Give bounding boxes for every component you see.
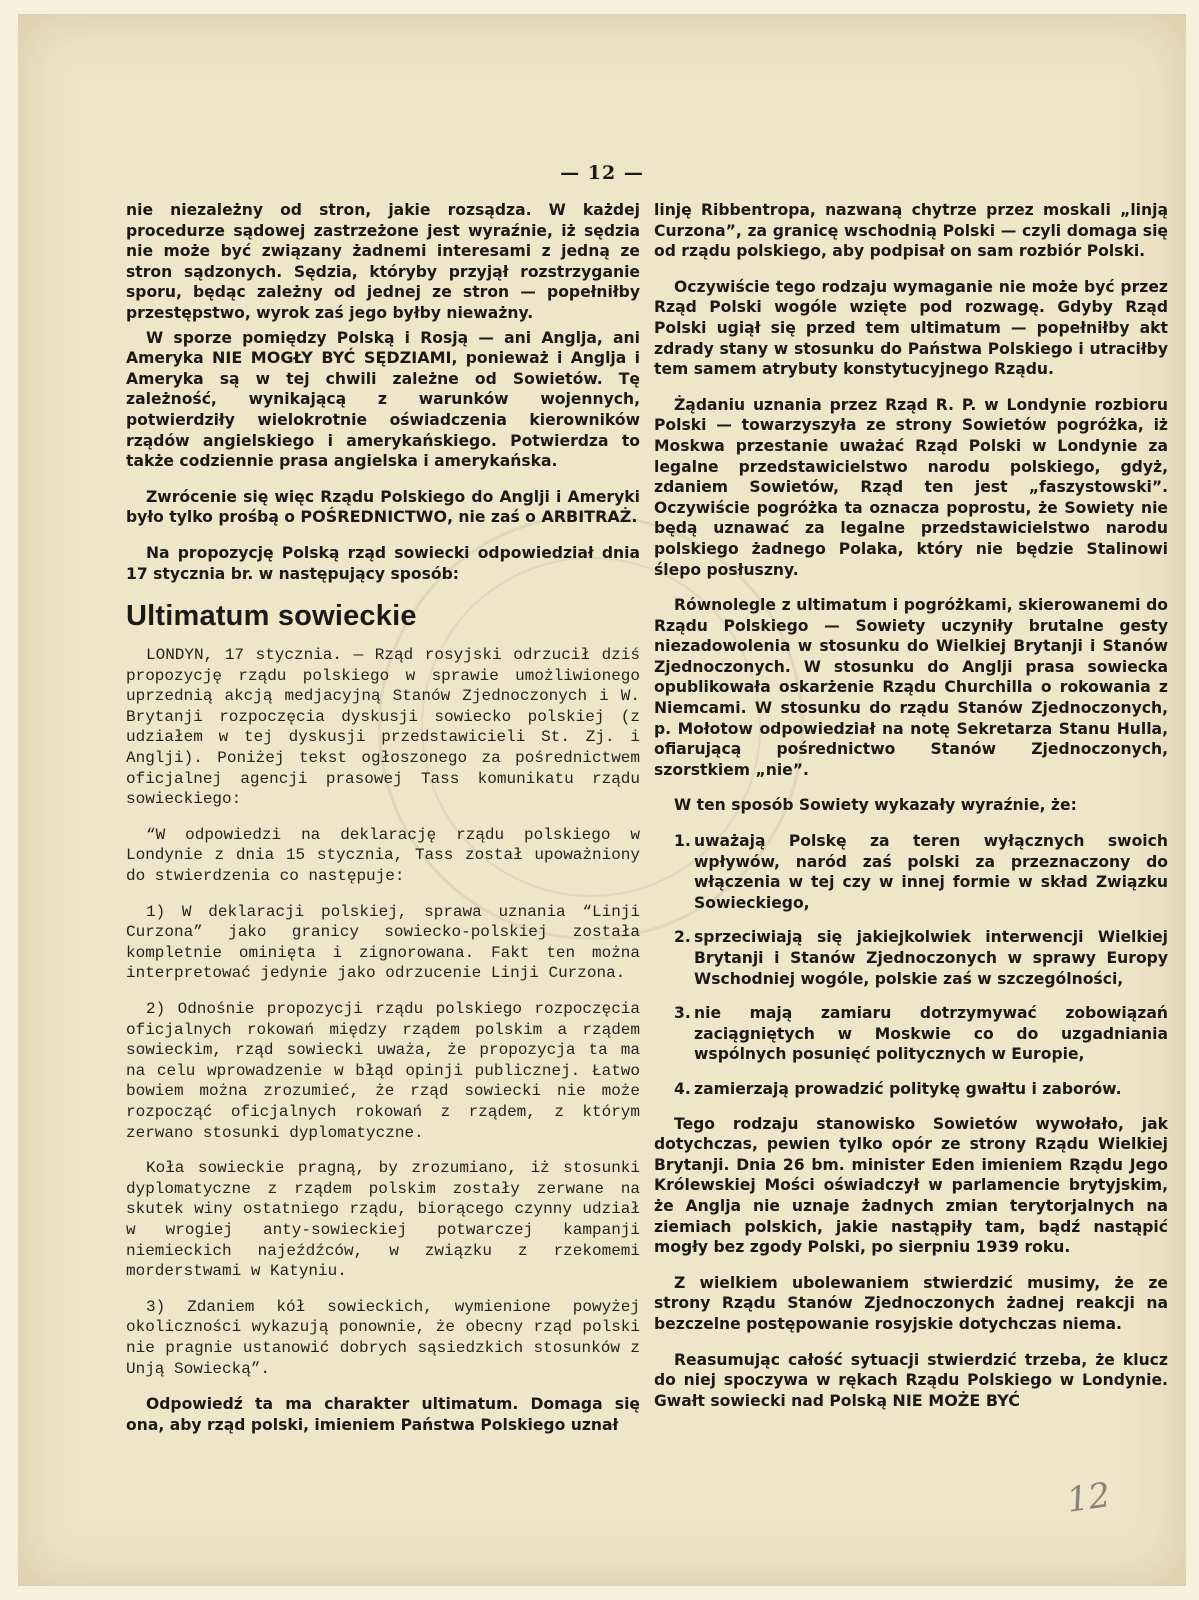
quoted-paragraph: 2) Odnośnie propozycji rządu polskiego rozpoczęcia oficjalnych rokowań między rządem polskim a rządem sowieckim, rząd sowiecki uważa, że propozycja ta ma na celu wprowadzenie w błąd opinji publicznej. Łatwo bowiem można zrozumieć, że rząd sowiecki nie może rozpocząć oficjalnych rokowań z rządem, z którym zerwano stosunki dyplomatyczne. [126, 1000, 640, 1142]
paragraph: Na propozycję Polską rząd sowiecki odpowiedział dnia 17 stycznia br. w następujący sposób: [126, 543, 640, 583]
quoted-paragraph: “W odpowiedzi na deklarację rządu polskiego w Londynie z dnia 15 stycznia, Tass został upoważniony do stwierdzenia co następuje: [126, 825, 640, 886]
quoted-paragraph: 1) W deklaracji polskiej, sprawa uznania “Linji Curzona” jako granicy sowiecko-polskiej została kompletnie ominięta i zignorowana. Fakt ten można interpretować jedynie jako odrzucenie Linji Curzona. [126, 902, 640, 983]
section-heading: Ultimatum sowieckie [126, 600, 417, 633]
paragraph: nie niezależny od stron, jakie rozsądza. W każdej procedurze sądowej zastrzeżone jest wyraźnie, iż sędzia nie może być związany żadnemi interesami z jedną ze stron sądzonych. Sędzia, któryby przyjął rozstrzyganie sporu, będąc zależny od jednej ze stron — popełniłby przestępstwo, wyrok zaś jego byłby nieważny. [126, 201, 640, 322]
page-number: — 12 — [560, 162, 644, 184]
list-item: 4. zamierzają prowadzić politykę gwałtu i zaborów. [674, 1079, 1122, 1098]
paragraph: Reasumując całość sytuacji stwierdzić trzeba, że klucz do niej spoczywa w rękach Rządu Polskiego w Londynie. Gwałt sowiecki nad Polską NIE MOŻE BYĆ [654, 1350, 1168, 1410]
quoted-paragraph: LONDYN, 17 stycznia. — Rząd rosyjski odrzucił dziś propozycję rządu polskiego w sprawie umożliwionego uprzednią akcją medjacyjną Stanów Zjednoczonych i W. Brytanji rozpoczęcia dyskusji sowiecko polskiej (z udziałem w tej dyskusji przedstawicieli St. Zj. i Anglji). Poniżej tekst ogłoszonego za pośrednictwem oficjalnej agencji prasowej Tass komunikatu rządu sowieckiego: [126, 646, 640, 809]
left-column [126, 200, 640, 1450]
numbered-list [654, 831, 1168, 1100]
document-page [18, 14, 1186, 1586]
paragraph: W sporze pomiędzy Polską i Rosją — ani Anglja, ani Ameryka NIE MOGŁY BYĆ SĘDZIAMI, ponieważ i Anglja i Ameryka są w tej chwili zależne od Sowietów. Tę zależność, wynikającą z warunków wojennych, potwierdziły wielokrotnie oświadczenia kierowników rządów angielskiego i amerykańskiego. Potwierdza to także codziennie prasa angielska i amerykańska. [126, 328, 640, 471]
paragraph: Zwrócenie się więc Rządu Polskiego do Anglji i Ameryki było tylko prośbą o POŚREDNICTWO, nie zaś o ARBITRAŻ. [126, 487, 640, 527]
paragraph: Tego rodzaju stanowisko Sowietów wywołało, jak dotychczas, pewien tylko opór ze strony Rządu Wielkiej Brytanji. Dnia 26 bm. minister Eden imieniem Rządu Jego Królewskiej Mości oświadczył w parlamencie brytyjskim, że Anglja nie uznaje żadnych zmian terytorjalnych na ziemiach polskich, jakie nastąpiły tam, bądź nastąpić mogły bez zgody Polski, po sierpniu 1939 roku. [654, 1114, 1168, 1257]
handwritten-page-number: 12 [1064, 1475, 1113, 1521]
quoted-paragraph: Koła sowieckie pragną, by zrozumiano, iż stosunki dyplomatyczne z rządem polskim zostały zerwane na skutek winy ostatniego rządu, biorącego czynny udział w wrogiej anty-sowieckiej potwarczej kampanji niemieckich najeźdźców, w związku z rzekomemi morderstwami w Katyniu. [126, 1159, 640, 1281]
paragraph: Równolegle z ultimatum i pogróżkami, skierowanemi do Rządu Polskiego — Sowiety uczyniły brutalne gesty niezadowolenia w stosunku do Wielkiej Brytanji i Stanów Zjednoczonych. W stosunku do Anglji prasa sowiecka opublikowała oskarżenie Rządu Churchilla o rokowania z Niemcami. W stosunku do rządu Stanów Zjednoczonych, p. Mołotow odpowiedział na notę Sekretarza Stanu Hulla, ofiarującą pośrednictwo Stanów Zjednoczonych, szorstkiem „nie”. [654, 596, 1168, 779]
paragraph: Oczywiście tego rodzaju wymaganie nie może być przez Rząd Polski wogóle wzięte pod rozwagę. Gdyby Rząd Polski ugiął się przed tem ultimatum — popełniłby akt zdrady stany w stosunku do Państwa Polskiego i utraciłby tem samem atrybuty konstytucyjnego Rządu. [654, 277, 1168, 379]
list-item: 3. nie mają zamiaru dotrzymywać zobowiązań zaciągniętych w Moskwie co do uzgadniania wspólnych posunięć politycznych w Europie, [674, 1004, 1168, 1064]
list-item: 2. sprzeciwiają się jakiejkolwiek interwencji Wielkiej Brytanji i Stanów Zjednoczonych w sprawy Europy Wschodniej wogóle, polskie zaś w szczególności, [674, 928, 1168, 988]
paragraph: Żądaniu uznania przez Rząd R. P. w Londynie rozbioru Polski — towarzyszyła ze strony Sowietów pogróżka, iż Moskwa przestanie uważać Rząd Polski w Londynie za legalne przedstawicielstwo narodu polskiego, gdyż, zdaniem Sowietów, Rząd ten jest „faszystowski”. Oczywiście pogróżka ta oznacza poprostu, że Sowiety nie będą uznawać za legalne przedstawicielstwo narodu polskiego żadnego Polaka, który nie będzie Stalinowi ślepo posłuszny. [654, 395, 1168, 579]
right-column [654, 200, 1168, 1426]
paragraph: linję Ribbentropa, nazwaną chytrze przez moskali „linją Curzona”, za granicę wschodnią Polski — czyli domaga się od rządu polskiego, aby podpisał on sam rozbiór Polski. [654, 201, 1168, 261]
paragraph: W ten sposób Sowiety wykazały wyraźnie, że: [674, 796, 1077, 815]
paragraph: Odpowiedź ta ma charakter ultimatum. Domaga się ona, aby rząd polski, imieniem Państwa Polskiego uznał [126, 1395, 640, 1434]
paragraph: Z wielkiem ubolewaniem stwierdzić musimy, że ze strony Rządu Stanów Zjednoczonych żadnej reakcji na bezczelne postępowanie rosyjskie dotychczas niema. [654, 1273, 1168, 1333]
quoted-paragraph: 3) Zdaniem kół sowieckich, wymienione powyżej okoliczności wykazują ponownie, że obecny rząd polski nie pragnie ustanowić dobrych sąsiedzkich stosunków z Unją Sowiecką”. [126, 1297, 640, 1378]
list-item: 1. uważają Polskę za teren wyłącznych swoich wpływów, naród zaś polski za przeznaczony do włączenia w tej czy w innej formie w skład Związku Sowieckiego, [674, 832, 1168, 912]
